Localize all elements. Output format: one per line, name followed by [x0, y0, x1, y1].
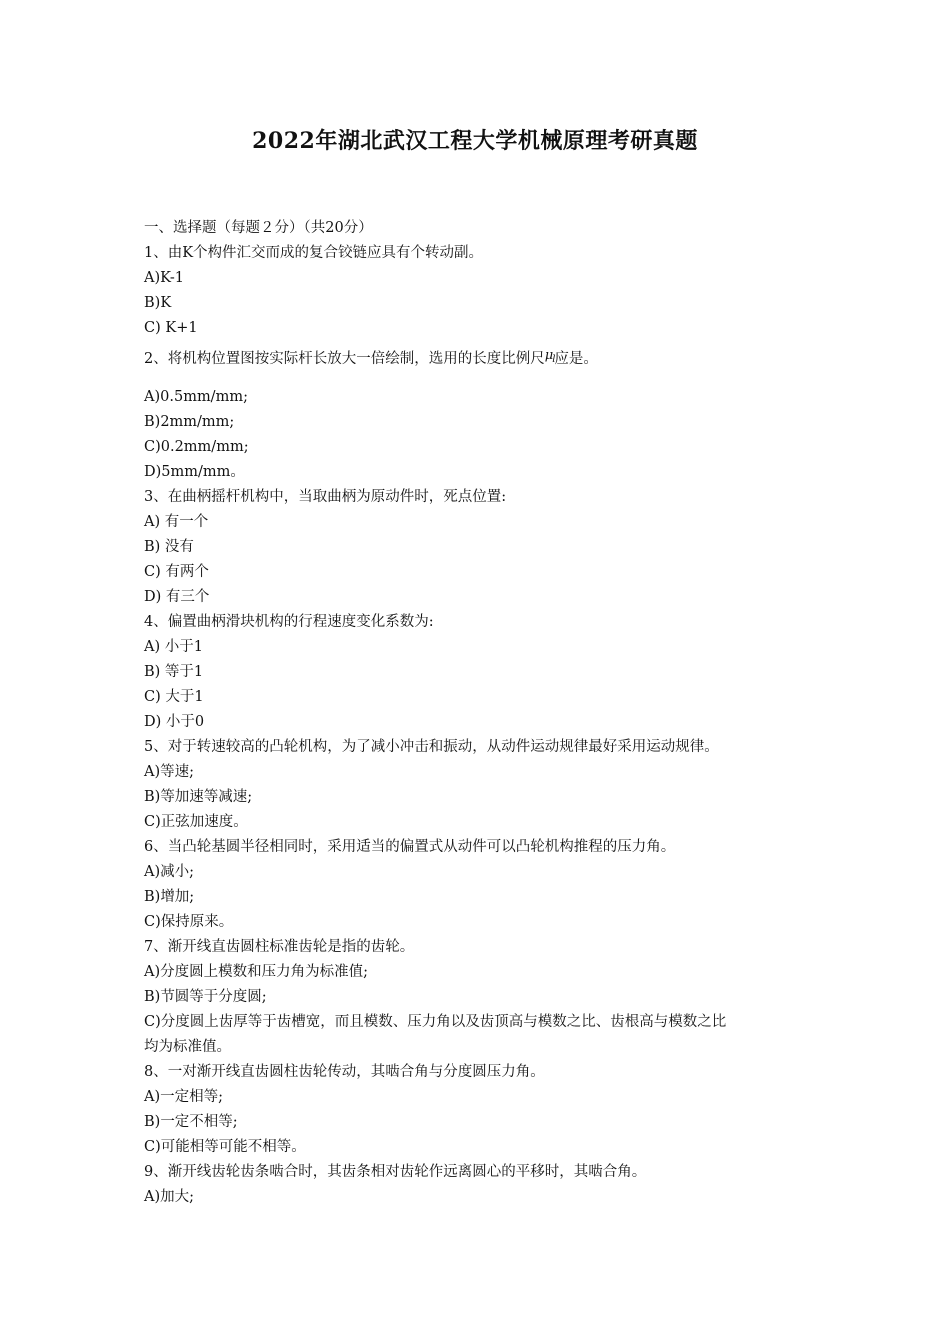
option-2d: D)5mm/mm。	[144, 464, 245, 480]
option-6c: C)保持原来。	[144, 914, 234, 930]
question-2	[144, 341, 844, 385]
question-5: 5、对于转速较高的凸轮机构，为了减小冲击和振动，从动件运动规律最好采用运动规律。	[144, 739, 719, 755]
option-5a: A)等速;	[144, 764, 195, 780]
option-4c: C) 大于1	[144, 689, 204, 705]
question-1: 1、由K个构件汇交而成的复合铰链应具有个转动副。	[144, 245, 484, 261]
question-7: 7、渐开线直齿圆柱标准齿轮是指的齿轮。	[144, 939, 415, 955]
option-1c: C) K+1	[144, 320, 198, 336]
option-7c-line1: C)分度圆上齿厚等于齿槽宽，而且模数、压力角以及齿顶高与模数之比、齿根高与模数之比	[144, 1014, 727, 1030]
section-heading: 一、选择题（每题２分）（共20分）	[144, 220, 373, 236]
option-4b: B) 等于1	[144, 664, 204, 680]
question-9: 9、渐开线齿轮齿条啮合时，其齿条相对齿轮作远离圆心的平移时，其啮合角。	[144, 1164, 647, 1180]
question-3: 3、在曲柄摇杆机构中，当取曲柄为原动件时，死点位置:	[144, 489, 507, 505]
question-6: 6、当凸轮基圆半径相同时，采用适当的偏置式从动件可以凸轮机构推程的压力角。	[144, 839, 676, 855]
option-7c-line2: 均为标准值。	[144, 1039, 231, 1055]
option-4d: D) 小于0	[144, 714, 205, 730]
option-5c: C)正弦加速度。	[144, 814, 248, 830]
option-2c: C)0.2mm/mm;	[144, 439, 249, 455]
option-6b: B)增加;	[144, 889, 195, 905]
document-title: 2022年湖北武汉工程大学机械原理考研真题	[252, 128, 698, 154]
option-3d: D) 有三个	[144, 589, 210, 605]
option-6a: A)减小;	[144, 864, 195, 880]
option-5b: B)等加速等减速;	[144, 789, 253, 805]
option-7a: A)分度圆上模数和压力角为标准值;	[144, 964, 369, 980]
option-8c: C)可能相等可能不相等。	[144, 1139, 306, 1155]
option-1a: A)K-1	[144, 270, 185, 286]
option-7b: B)节圆等于分度圆;	[144, 989, 267, 1005]
option-8b: B)一定不相等;	[144, 1114, 238, 1130]
question-list	[144, 216, 844, 1210]
option-9a: A)加大;	[144, 1189, 195, 1205]
option-8a: A)一定相等;	[144, 1089, 224, 1105]
option-3b: B) 没有	[144, 539, 194, 555]
option-2a: A)0.5mm/mm;	[144, 389, 248, 405]
question-4: 4、偏置曲柄滑块机构的行程速度变化系数为:	[144, 614, 434, 630]
length-scale-symbol: $\mu_l$	[544, 348, 555, 365]
option-2b: B)2mm/mm;	[144, 414, 235, 430]
option-1b: B)K	[144, 295, 172, 311]
question-8: 8、一对渐开线直齿圆柱齿轮传动，其啮合角与分度圆压力角。	[144, 1064, 545, 1080]
option-4a: A) 小于1	[144, 639, 203, 655]
question-2-text: 2、将机构位置图按实际杆长放大一倍绘制，选用的长度比例尺	[144, 351, 545, 367]
option-3c: C) 有两个	[144, 564, 209, 580]
question-2-suffix: 应是。	[554, 351, 598, 367]
option-3a: A) 有一个	[144, 514, 209, 530]
